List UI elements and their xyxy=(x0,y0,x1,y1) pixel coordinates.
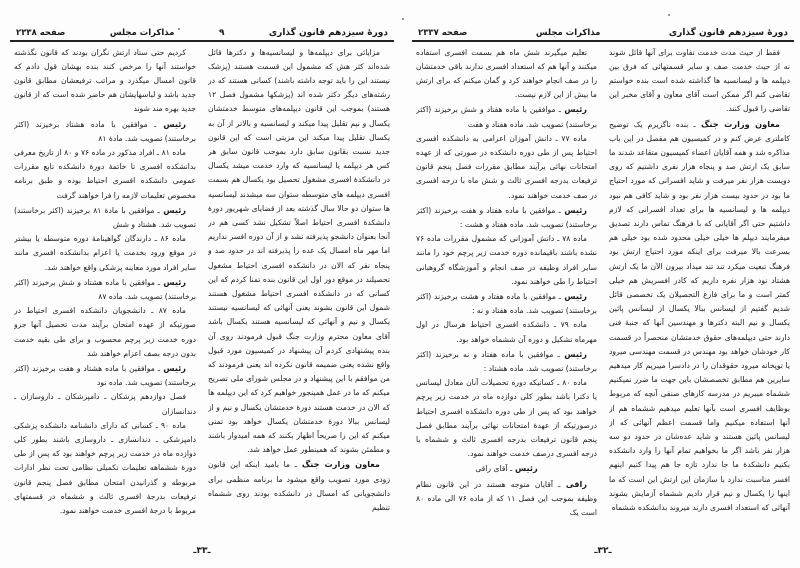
text-column-left xyxy=(14,46,196,530)
speaker-name: رئیس xyxy=(159,204,186,215)
body-paragraph: ماده ۸۶ ـ دارندگان گواهینامهٔ دوره متوسطه یا بیشتر در موقع ورود بخدمت یا اعزام بدانشکده افسری مانند سایر افراد مورد معاینه پزشکی واقع خواهند شد. xyxy=(14,234,196,272)
speaker-name: رئیس xyxy=(159,362,186,373)
speaker-name: رئیس xyxy=(560,104,587,115)
session-title: دورهٔ سیزدهم قانون گذاری xyxy=(268,28,388,38)
speaker-paragraph: معاون وزارت جنگ ـ بنده ناگزیرم یک توضیح کاملتری عرض کنم و در کمیسیون هم مفصل در این باب مذاکره شد و همه آقایان اعضاء کمیسیون متقاعد شدند ما سابق یک ارتش صد و پنجاه هزار نفری داشتیم که روی دویست هزار نفر میرفت و شاید افسرانی که مورد احتیاج ما بود در حدود بیست هزار نفر بود و شاید کافی هم نبود دیپلمه ها و لیسانسیه ها برای تعداد افسرانی که لازم داشتیم حتی اگر آقایانی که با فرهنگ تماس دارند تصدیق میفرمایند دیپلم ها خیلی خیلی محدود شده بود خیلی هم بسرعت بالا میرفت برای اینکه مورد احتیاج ارتش بود فرهنگ تبعیت میکرد تند تند میداد بیرون الآن ما یک ارتش هشتاد نود هزار نفره داریم که کادر افسریش هم خیلی کمتر است و ما برای فارغ التحصیلان یک تخصصی قائل شدیم گفتیم از لیسانس ببالا یکسال از لیسانس پائین یکسال و نیم البته دکترها و مهندسین آنها که جنبهٔ فنی دارند حتی دیپلمه‌های حقوق خدمتشان منحصراً در قسمت کار خودشان خواهد بود مهندس در قسمت مهندسی میرود یا توپخانه میرود حقوقدان را در دادسرا میبریم کار میدهیم سایرین هم مطابق تخصصشان باین جهت ما ضرر نمیکنیم ششماه میبریم در مدرسه کارهای صنفی آنچه که مربوط بوظایف افسری است بآنها تعلیم میدهیم ششماه هم از آنها استفاده میکنیم واما قسمت اعظم آنهائی که از لیسانس پائین هستند و شاید عده‌شان در حدود دو سه هزار نفر باشد اگر ما بخواهیم تمام آنها را وارد دانشکده بکنیم دانشکدهٔ ما جا ندارد تازه جا هم پیدا کنیم اینهم افسر مناسبت ندارد با سازمان این ارتش این است که ما اینها را یکسال و نیم قرار دادیم ششماه آزمایش بشوند آنهائی که استعداد افسری دارند میروند بدانشکده ششماه xyxy=(609,118,790,512)
body-paragraph: ماده ۷۸ ـ دانش آموزانی که مشمول مقررات ماده ۷۶ نشده باشند باقیمانده دوره خدمت زیر پرچم خود را مانند سایر افراد وظیفه در صف انجام و آموزشگاه گروهبانی احتیاط را طی خواهند نمود. xyxy=(416,234,597,286)
speaker-paragraph: رئیس ـ موافقین با ماده هشتاد و شش برخیزند (اکثر برخاستند) تصویب شد. ماده ۸۷ xyxy=(14,276,196,301)
left-running-head xyxy=(8,22,396,40)
body-paragraph: ماده ۷۷ ـ دانش آموزان اعزامی به دانشکده افسری احتیاط پس از طی دوره دانشکده در صورتی که از عهده امتحانات نهائی برآیند مطابق مقررات فصل پنجم قانون ترفیعات بدرجه افسری ثالث و شش ماه با درجه افسری در صف خدمت خواهند نمود. xyxy=(416,133,597,200)
body-paragraph: ماده ۹۰ ـ کسانی که دارای دانشنامه دانشکده پزشکی دامپزشکی ـ دندانسازی ـ داروسازی باشند بطور کلی دوازده ماه در خدمت زیر پرچم خواهند بود که پس از طی دورهٔ ششماهه تعلیمات تکمیلی نظامی تحت نظر ادارات مربوطه و گذرانیدن امتحان مطابق فصل پنجم قانون ترفیعات بدرجهٔ افسری ثالث و ششماه در قسمتهای مربوط با درجهٔ افسری خدمت خواهند نمود. xyxy=(14,420,196,515)
scan-speck xyxy=(402,18,404,20)
publication-title: مذاکرات مجلس xyxy=(109,28,175,38)
body-paragraph: ماده ۸۷ ـ دانشجویان دانشکده افسری احتیاط در صورتیکه از عهده امتحان برآیند مدت تحصیل آنها جزو دوره خدمت زیر پرچم محسوب و برای طی بقیه خدمت بدون درجه بصف اعزام خواهند شد xyxy=(14,306,196,358)
folio-number: ـ۳۳ـ xyxy=(193,546,211,556)
speaker-paragraph: رئیس ـ موافقین با ماده هفتاد و شش برخیزند (اکثر برخاستند) تصویب شد. ماده هفتاد و هفت xyxy=(416,104,597,129)
speaker-name: رئیس xyxy=(160,276,186,287)
speaker-paragraph: رئیس ـ موافقین با ماده هفتاد و هفت برخیزند (اکثر برخاستند) تصویب شد. ماده هفتاد و هشت : xyxy=(416,204,597,229)
body-paragraph: ماده ۸۰ ـ کسانیکه دوره تحصیلات آنان معادل لیسانس یا دکترا باشد بطور کلی دوازده ماه در خدمت زیر پرچم خواهند بود که پس از طی دوره دانشکده افسری احتیاط درصورتیکه از عهدهٔ امتحانات نهائی برآیند مطابق فصل پنجم قانون ترفیعات بدرجه افسری ثالث و ششماه با درجه افسری درصف خدمت خواهند نمود. xyxy=(416,378,597,459)
speaker-name: رئیس xyxy=(560,204,587,215)
left-page xyxy=(8,22,396,556)
speaker-paragraph: معاون وزارت جنگ ـ ما بامید اینکه این قانون زودی مورد تصویب واقع میشود ما برنامه منظمی برای دانشجویانی که امسال در دانشکده بودند روی ششماه تنظیم xyxy=(208,459,390,512)
page-number: صفحه ۲۳۳۷ xyxy=(418,28,468,38)
speaker-name: راقی xyxy=(560,478,588,489)
body-paragraph: ماده ۷۹ ـ دانشکده افسری احتیاط هرسال در اول مهرماه تشکیل و دوره آن ششماه خواهد بود. xyxy=(416,320,597,344)
folio-number: ـ۳۲ـ xyxy=(594,546,612,556)
body-paragraph: مزایائی برای دیپلمه‌ها و لیسانسیه‌ها و دکترها قائل شده‌اند کثر هش که مشمول این قسمت هستند (پزشک نیستند این را باید توجه داشته باشند) کسانی هستند که در رشته‌های دیگر دکتر شده اند (پزشکها مشمول فصل ۱۲ هستند) بموجب این قانون دیپلمه‌های متوسط خدمتشان یکسال و نیم تقلیل پیدا میکند و لیسانسیه و بالاتر از آن به یکسال تقلیل پیدا میکند این مزیتی است که این قانون جدید نسبت بقانون سابق دارد بموجب قانون سابق هر کس هر دیپلمه یا لیسانسیه که وارد خدمت میشد یکسال در دانشکدهٔ افسری مشغول تحصیل بود یکسال هم بسمت افسری دیپلمه های متوسطه ستوان سه میشدند لیسانسیه ها ستوان دو حالا سال گذشته بعد از قضایای شهریور دورهٔ دانشکدهٔ افسری احتیاط اصلاً تشکیل نشد کسی هم در آنجا بعنوان دانشجو پذیرفته نشد و از آن دوره افسر نداریم اما مهر ماه امسال یک عده را پذیرفته اند در حدود صد و پنجاه نفر که الان در دانشکده افسری احتیاط مشغول تحصیلند در موقع دور اول این قانون بنده تمنا کردم که این کسانی که در دانشکده افسری احتیاط مشغول هستند شمول این قانون بشوند یعنی آنهائی که لیسانسیه نیستند یکسال و نیم و آنهائی که لیسانسیه هستند یکسال باشد آقای معاون محترم وزارت جنگ قبول فرمودند روی آن بنده پیشنهادی کردم آن پیشنهاد در کمیسیون مورد قبول واقع نشده یعنی ضمیمه قانون نکرده اند یعنی فرمودند که من موافقم با این پیشنهاد و در مجلس شورای ملی تصریح میکنم که ما در عمل همینجور خواهیم کرد که این دیپلمه ها که الان در خدمت هستند دورهٔ خدمتشان یکسال و نیم و از لیسانس ببالا دورهٔ خدمتشان یکسال خواهد بود تمنی میکنم که این را صریحاً اظهار بکنند که همه امیدوار باشند و مطمئن بشوند که همینطور عمل خواهد شد. xyxy=(208,47,390,455)
speaker-paragraph: راقی ـ آقایان متوجه هستند در این قانون نظام وظیفه بموجب این فصل ۱۱ که از ماده ۷۶ الی ماده ۸۰ است یک xyxy=(416,478,597,517)
page-number: صفحه ۲۳۳۸ xyxy=(16,28,66,38)
speaker-name: معاون وزارت جنگ xyxy=(296,459,380,470)
body-paragraph: ماده ۸۱ ـ افراد مذکور در ماده ۷۶ و ۸۰ از تاریخ معرفی بدانشکده افسری تا خاتمهٔ دورهٔ دانشکده تابع مقررات عمومی دانشکده افسری احتیاط بوده و طبق برنامه مخصوص تعلیمات لازمه را فرا خواهند گرفت xyxy=(14,147,196,200)
speaker-name: رئیس xyxy=(561,290,587,301)
speaker-paragraph: رئیس ـ موافقین با ماده هفتاد و هشت برخیزند (اکثر برخاستند) تصویب شد. ماده هفتاد و نه : xyxy=(416,290,597,316)
text-column-right xyxy=(208,46,390,530)
publication-title: مذاکرات مجلس xyxy=(535,28,601,38)
speaker-paragraph: رئیس ـ موافقین با ماده هفتاد و نه برخیزند (اکثر برخاستند) تصویب شد. ماده هشتاد : xyxy=(416,348,597,373)
speaker-paragraph: رئیس ـ موافقین با ماده هشتاد برخیزند (اکثر برخاستند) تصویب شد. مادهٔ ۸۱ xyxy=(14,118,196,143)
speaker-name: رئیس xyxy=(559,348,587,359)
text-column-right xyxy=(609,46,790,530)
page-mark: ۹ xyxy=(218,28,225,38)
scan-speck xyxy=(178,28,180,30)
right-page xyxy=(410,22,796,556)
body-paragraph: فصل دوازدهم پزشکان ـ دامپزشکان ـ داروسازان ـ دندانسازان xyxy=(14,392,196,416)
speaker-paragraph: رئیس ـ موافقین با مادهٔ ۸۱ برخیزند (اکثر برخاستند) تصویب شد. هشتاد و شش xyxy=(14,204,196,229)
right-running-head xyxy=(410,22,796,40)
speaker-name: رئیس xyxy=(156,118,186,129)
speaker-name: معاون وزارت جنگ xyxy=(695,118,780,129)
speaker-paragraph: رئیس ـ آقای راقی xyxy=(475,463,538,474)
speaker-paragraph: رئیس ـ موافقین با ماده هشتاد و هفت برخیزند (اکثر برخاستند) تصویب شد. ماده نود xyxy=(14,362,196,388)
text-column-left xyxy=(416,46,597,530)
session-title: دورهٔ سیزدهم قانون گذاری xyxy=(668,28,788,38)
speaker-name: رئیس xyxy=(512,463,538,474)
scan-speck xyxy=(668,14,670,16)
body-paragraph: تعلیم میگیرند شش ماه هم بسمت افسری استفاده میکنند و آنها هم که استعداد افسری ندارند باقی خدمتشان را در صف انجام خواهند کرد و گمان میکنم که برای ارتش ما بیش از این لازم نیست. xyxy=(416,47,597,100)
body-paragraph: کردیم حتی ستاد ارتش نگران بودند که قانون نگذشته خواستند آنها را مرخص کنند بنده بهشان قول دادم که قانون امسال میگذرد و مراتب ترفیعشان مطابق قانون جدید باشد و لباسهایشان هم حاضر شده است که از قانون جدید بهره مند شوند xyxy=(14,47,196,114)
body-paragraph: فقط از حیث مدت خدمت تفاوت برای آنها قائل شوند نه از حیث خدمت صف و سایر قسمتهائی که فرق بین دیپلمه ها و لیسانسیه ها گذاشته شده است بنده خواستم تقاضی کنم اگر ممکن است آقای معاون و آقای مخبر این تقاضی را قبول کنند. xyxy=(609,47,790,114)
right-page-columns xyxy=(410,42,796,530)
left-page-columns xyxy=(8,42,396,530)
